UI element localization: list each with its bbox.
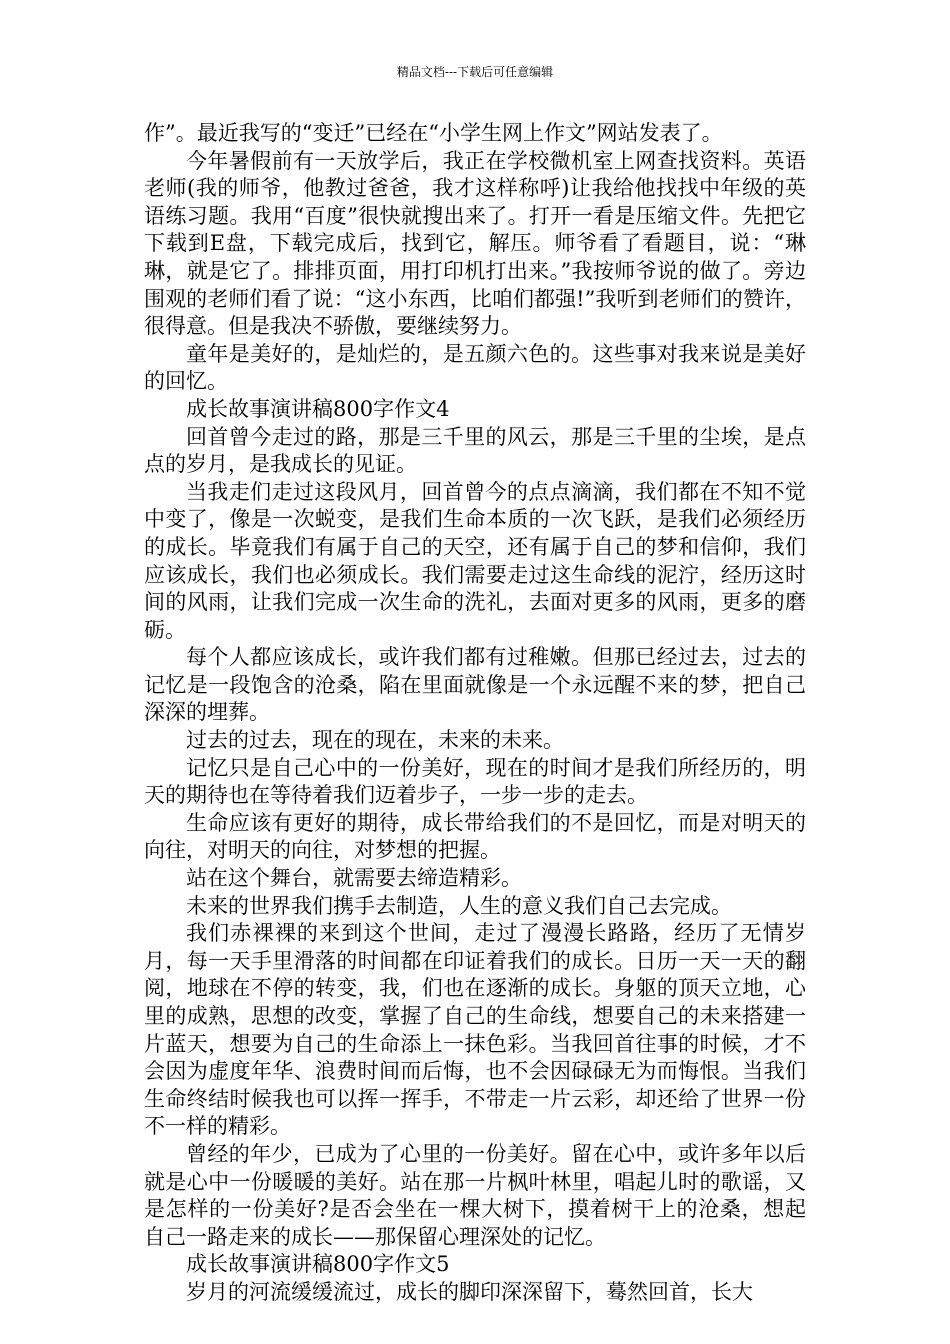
page-header: 精品文档---下载后可任意编辑 — [396, 65, 554, 79]
paragraph: 当我走们走过这段风月，回首曾今的点点滴滴，我们都在不知不觉中变了，像是一次蜕变，是我们生命本质的一次飞跃，是我们必须经历的成长。毕竟我们有属于自己的天空，还有属于自己的梦和信仰，我们应该成长，我们也必须成长。我们需要走过这生命线的泥泞，经历这时间的风雨，让我们完成一次生命的洗礼，去面对更多的风雨，更多的磨砺。 — [144, 479, 806, 642]
section-heading: 成长故事演讲稿800字作文5 — [186, 1252, 450, 1277]
paragraph: 童年是美好的，是灿烂的，是五颜六色的。这些事对我来说是美好的回忆。 — [144, 341, 806, 394]
paragraph: 每个人都应该成长，或许我们都有过稚嫩。但那已经过去，过去的记忆是一段饱含的沧桑，陷在里面就像是一个永远醒不来的梦，把自己深深的埋葬。 — [144, 645, 806, 725]
section-heading: 成长故事演讲稿800字作文4 — [186, 396, 450, 421]
paragraph: 生命应该有更好的期待，成长带给我们的不是回忆，而是对明天的向往，对明天的向往，对梦想的把握。 — [144, 810, 806, 863]
paragraph: 未来的世界我们携手去制造，人生的意义我们自己去完成。 — [186, 893, 732, 918]
paragraph: 作”。最近我写的“变迁”已经在“小学生网上作文”网站发表了。 — [144, 121, 723, 145]
paragraph: 站在这个舞台，就需要去缔造精彩。 — [186, 866, 522, 891]
paragraph: 曾经的年少，已成为了心里的一份美好。留在心中，或许多年以后就是心中一份暖暖的美好。站在那一片枫叶林里，唱起儿时的歌谣，又是怎样的一份美好?是否会坐在一棵大树下，摸着树干上的沧桑，想起自己一路走来的成长——那保留心理深处的记忆。 — [144, 1141, 806, 1249]
document-body — [144, 120, 806, 1307]
paragraph: 我们赤裸裸的来到这个世间，走过了漫漫长路路，经历了无情岁月，每一天手里滑落的时间都在印证着我们的成长。日历一天一天的翻阅，地球在不停的转变，我，们也在逐渐的成长。身躯的顶天立地，心里的成熟，思想的改变，掌握了自己的生命线，想要自己的未来搭建一片蓝天，想要为自己的生命添上一抹色彩。当我回首往事的时候，才不会因为虚度年华、浪费时间而后悔，也不会因碌碌无为而悔恨。当我们生命终结时候我也可以挥一挥手，不带走一片云彩，却还给了世界一份不一样的精彩。 — [144, 921, 806, 1139]
paragraph: 记忆只是自己心中的一份美好，现在的时间才是我们所经历的，明天的期待也在等待着我们迈着步子，一步一步的走去。 — [144, 755, 806, 808]
paragraph: 回首曾今走过的路，那是三千里的风云，那是三千里的尘埃，是点点的岁月，是我成长的见证。 — [144, 424, 806, 477]
paragraph: 岁月的河流缓缓流过，成长的脚印深深留下，蓦然回首，长大 — [186, 1279, 753, 1304]
paragraph: 今年暑假前有一天放学后，我正在学校微机室上网查找资料。英语老师(我的师爷，他教过爸爸，我才这样称呼)让我给他找找中年级的英语练习题。我用“百度”很快就搜出来了。打开一看是压缩文件。先把它下载到E盘，下载完成后，找到它，解压。师爷看了看题目，说：“琳琳，就是它了。排排页面，用打印机打出来。”我按师爷说的做了。旁边围观的老师们看了说：“这小东西，比咱们都强!”我听到老师们的赞许，很得意。但是我决不骄傲，要继续努力。 — [144, 148, 806, 339]
paragraph: 过去的过去，现在的现在，未来的未来。 — [186, 728, 564, 753]
